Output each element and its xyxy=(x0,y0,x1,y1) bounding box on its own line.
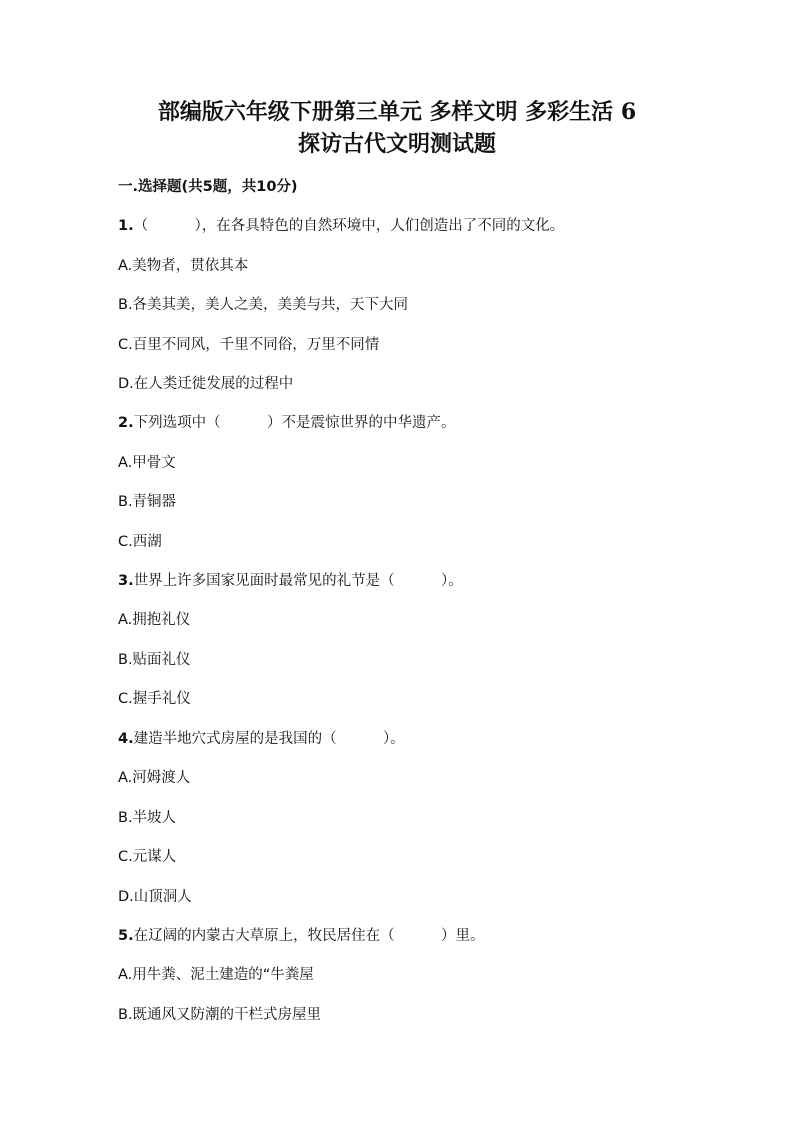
question-4-option-c: C.元谋人 xyxy=(118,849,177,865)
question-1-stem xyxy=(118,215,564,237)
question-3-option-b: B.贴面礼仪 xyxy=(118,652,191,668)
page-title-line-2: 探访古代文明测试题 xyxy=(297,131,496,157)
question-1-option-a: A.美物者，贯依其本 xyxy=(118,258,249,274)
question-4-stem-after: ）。 xyxy=(383,731,405,747)
question-4-option-b: B.半坡人 xyxy=(118,810,177,826)
section-heading: 一.选择题(共5题，共10分) xyxy=(118,179,298,195)
question-1-option-c: C.百里不同风，千里不同俗，万里不同情 xyxy=(118,337,380,353)
question-2-number: 2. xyxy=(118,415,134,431)
question-2-stem-after: ）不是震惊世界的中华遗产。 xyxy=(267,415,456,431)
question-3-stem xyxy=(118,570,463,592)
question-1-stem-before: （ xyxy=(133,218,149,234)
question-5-number: 5. xyxy=(118,928,134,944)
question-4-option-a: A.河姆渡人 xyxy=(118,770,191,786)
question-2-stem-before: 下列选项中（ xyxy=(133,415,221,431)
question-3-stem-after: ）。 xyxy=(441,573,463,589)
question-3-option-c: C.握手礼仪 xyxy=(118,691,191,707)
question-3-number: 3. xyxy=(118,573,134,589)
question-3-stem-before: 世界上许多国家见面时最常见的礼节是（ xyxy=(133,573,395,589)
question-4-stem xyxy=(118,728,405,750)
question-2-stem xyxy=(118,412,456,434)
question-2-option-b: B.青铜器 xyxy=(118,494,177,510)
question-5-stem xyxy=(118,925,485,947)
question-3-option-a: A.拥抱礼仪 xyxy=(118,612,191,628)
question-4-number: 4. xyxy=(118,731,134,747)
question-5-option-a: A.用牛粪、泥土建造的“牛粪屋 xyxy=(118,967,314,983)
question-4-stem-before: 建造半地穴式房屋的是我国的（ xyxy=(133,731,337,747)
question-2-option-a: A.甲骨文 xyxy=(118,455,176,471)
question-1-option-d: D.在人类迁徙发展的过程中 xyxy=(118,376,294,392)
question-1-number: 1. xyxy=(118,218,134,234)
question-1-stem-after: ），在各具特色的自然环境中，人们创造出了不同的文化。 xyxy=(194,218,565,234)
page-title-line-1: 部编版六年级下册第三单元 多样文明 多彩生活 6 xyxy=(157,99,637,125)
question-1-option-b: B.各美其美，美人之美，美美与共，天下大同 xyxy=(118,297,409,313)
question-5-option-b: B.既通风又防潮的干栏式房屋里 xyxy=(118,1007,322,1023)
question-5-stem-after: ）里。 xyxy=(441,928,485,944)
question-2-option-c: C.西湖 xyxy=(118,534,162,550)
question-4-option-d: D.山顶洞人 xyxy=(118,889,192,905)
question-5-stem-before: 在辽阔的内蒙古大草原上，牧民居住在（ xyxy=(133,928,395,944)
